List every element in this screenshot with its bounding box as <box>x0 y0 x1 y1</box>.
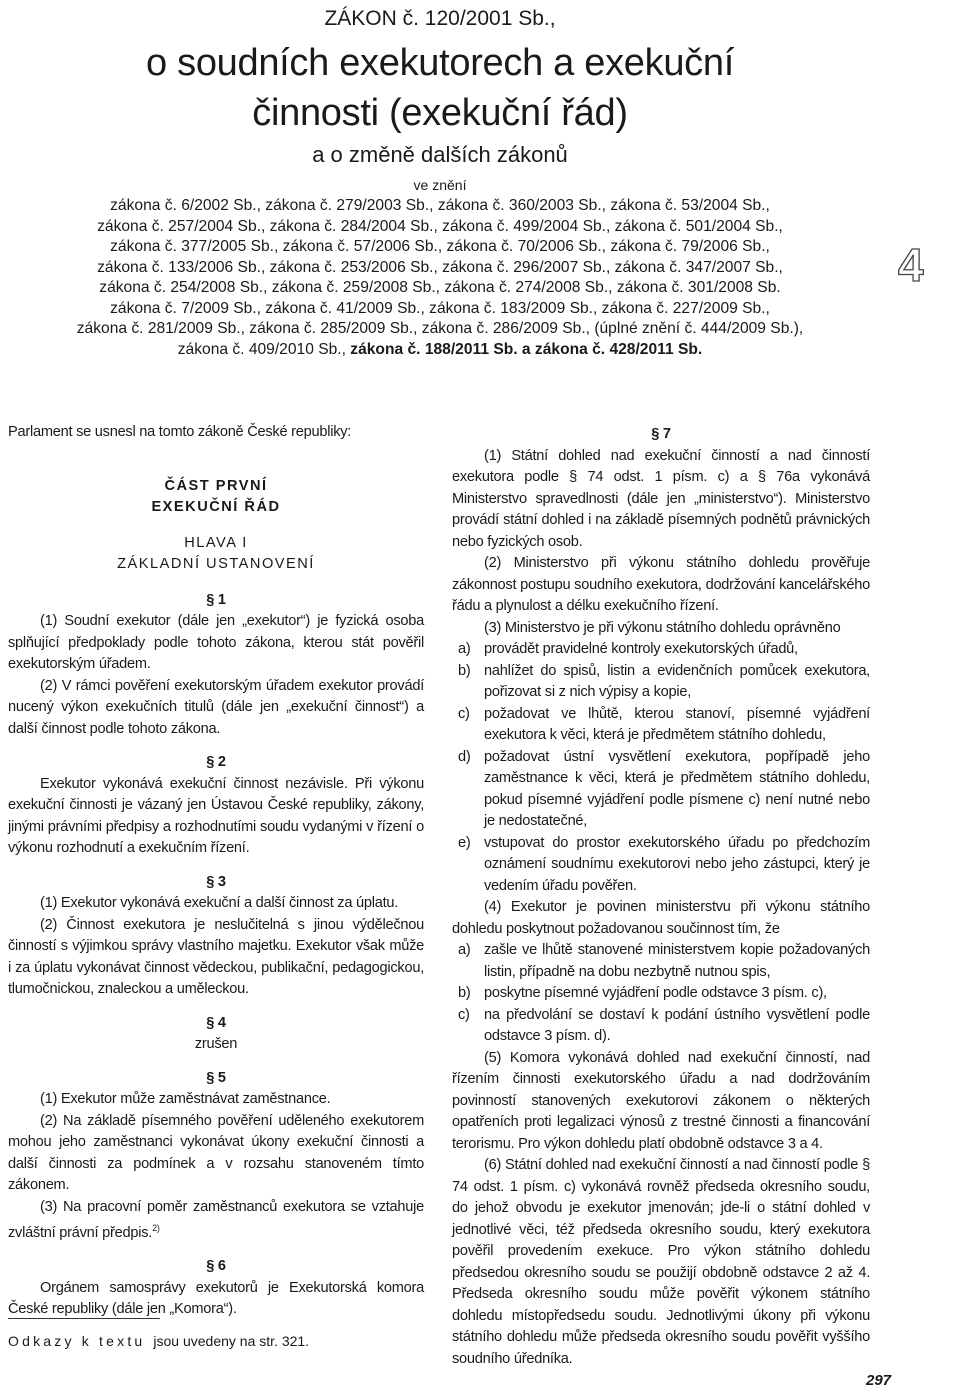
list-item-text: vstupovat do prostor exekutorského úřadu po předchozím oznámení soudnímu exekutorovi nebo jeho zástupci, který je vedením úřadu pověřen. <box>484 834 870 894</box>
amendments-line: zákona č. 7/2009 Sb., zákona č. 41/2009 Sb., zákona č. 183/2009 Sb., zákona č. 227/2009 Sb., <box>110 299 770 317</box>
head-title: ZÁKLADNÍ USTANOVENÍ <box>117 556 315 572</box>
right-column <box>452 424 870 1370</box>
as-amended-label: ve znění <box>413 177 467 193</box>
list-item <box>452 639 870 661</box>
list-item <box>452 940 870 983</box>
part-title: EXEKUČNÍ ŘÁD <box>151 499 281 515</box>
section-7-paragraph-2: (2) Ministerstvo při výkonu státního dohledu prověřuje zákonnost postupu soudního exekutora, dodržování kancelářského řádu a plynulost a délku exekučního řízení. <box>452 555 870 614</box>
section-7-paragraph-3: (3) Ministerstvo je při výkonu státního dohledu oprávněno <box>484 619 841 636</box>
enacting-clause: Parlament se usnesl na tomto zákoně České republiky: <box>8 424 352 440</box>
list-item <box>452 661 870 704</box>
section-6-heading: § 6 <box>206 1258 226 1275</box>
act-title-line-1: o soudních exekutorech a exekuční <box>146 42 734 84</box>
document-header <box>0 0 880 360</box>
section-1-paragraph-1: (1) Soudní exekutor (dále jen „exekutor“) je fyzická osoba splňující předpoklady podle tohoto zákona, kterou stát pověřil exekutorským úřadem. <box>8 613 424 672</box>
list-item-label: b) <box>458 662 471 679</box>
amendments-line <box>50 340 830 361</box>
footnote-label: Odkazy k textu <box>8 1333 146 1349</box>
amendments-line: zákona č. 133/2006 Sb., zákona č. 253/2006 Sb., zákona č. 296/2007 Sb., zákona č. 347/2007 Sb., <box>97 258 783 276</box>
list-item <box>452 1005 870 1048</box>
section-7-paragraph-6: (6) Státní dohled nad exekuční činností a nad činností podle § 74 odst. 1 písm. c) vykonává rovněž předseda okresního soudu, do jehož obvodu je exekutor jmenován; jde-li o státní dohled v jednotlivé věci, též předseda okresního soudu, který exekutora pověřil provedením exekuce. Pro výkon státního dohledu předsedou okresního soudu se použijí obdobně odstavce 2 až 4. Předseda okresního soudu může pověřit výkonem státního dohledu místopředsedu soudu. Jednotlivými úkony při výkonu státního dohledu může předseda okresního soudu pověřit vyššího soudního úředníka. <box>452 1157 870 1367</box>
act-title <box>0 38 880 138</box>
list-item-label: e) <box>458 834 471 851</box>
list-item-text: na předvolání se dostaví k podání ústního vysvětlení podle odstavce 3 písm. d). <box>484 1006 870 1044</box>
head-label: HLAVA I <box>184 534 248 551</box>
section-3-paragraph-2: (2) Činnost exekutora je neslučitelná s jinou výdělečnou činností s výjimkou správy vlastního majetku. Exekutor však může i za úplatu vykonávat činnost vědeckou, publikační, pedagogickou, tlumočnickou, znaleckou a uměleckou. <box>8 916 424 997</box>
section-3-heading: § 3 <box>206 873 226 890</box>
list-item <box>452 747 870 833</box>
footnote-reference[interactable]: 2) <box>152 1223 160 1233</box>
list-item <box>452 833 870 898</box>
section-3-paragraph-1: (1) Exekutor vykonává exekuční a další činnost za úplatu. <box>40 895 399 911</box>
amendments-list <box>0 196 880 360</box>
section-5-paragraph-1: (1) Exekutor může zaměstnávat zaměstnance. <box>40 1091 331 1107</box>
list-item-label: a) <box>458 641 471 657</box>
footnote <box>8 1333 309 1349</box>
section-7-paragraph-5: (5) Komora vykonává dohled nad exekuční činností, nad řízením činnosti exekutorského úřadu a nad dodržováním povinností stanovených exekutorovi zákonem o některých opatřeních proti legalizaci výnosů z trestné činnosti a financování terorismu. Pro výkon dohledu platí obdobně odstavce 3 a 4. <box>452 1049 870 1152</box>
section-7-paragraph-1: (1) Státní dohled nad exekuční činností a nad činností exekutora podle § 74 odst. 1 písm. c) a § 76a vykonává Ministerstvo spravedlnosti (dále jen „ministerstvo“). Ministerstvo provádí státní dohled i na základě písemných podnětů právnických nebo fyzických osob. <box>452 447 870 550</box>
list-item-label: c) <box>458 705 470 722</box>
amendments-line: zákona č. 377/2005 Sb., zákona č. 57/2006 Sb., zákona č. 70/2006 Sb., zákona č. 79/2006 Sb., <box>110 238 770 255</box>
act-number: ZÁKON č. 120/2001 Sb., <box>324 7 556 30</box>
act-subtitle: a o změně dalších zákonů <box>312 142 568 167</box>
section-5-paragraph-2: (2) Na základě písemného pověření uděleného exekutorem mohou jeho zaměstnanci vykonávat úkony exekuční činnosti a další činnosti za podmínek a v rozsahu stanoveném tímto zákonem. <box>8 1112 424 1193</box>
list-item <box>452 704 870 747</box>
section-2-heading: § 2 <box>206 754 226 770</box>
section-1-heading: § 1 <box>206 591 226 608</box>
amendments-line: zákona č. 254/2008 Sb., zákona č. 259/2008 Sb., zákona č. 274/2008 Sb., zákona č. 301/2008 Sb. <box>99 279 781 296</box>
list-item-text: požadovat ústní vysvětlení exekutora, popřípadě jeho zaměstnance k věci, která je předmětem státního dohledu, pokud písemné vyjádření podle písmene c) není nutné nebo je nedostatečné, <box>484 748 870 829</box>
section-7-paragraph-4: (4) Exekutor je povinen ministerstvu při výkonu státního dohledu poskytnout požadovanou součinnost tím, že <box>452 899 870 937</box>
footnote-divider <box>8 1318 160 1319</box>
section-2-paragraph: Exekutor vykonává exekuční činnost nezávisle. Při výkonu exekuční činnosti je vázaný jen Ústavou České republiky, zákony, jinými právními předpisy a rozhodnutími soudu vydanými v řízení o výkonu rozhodnutí a exekučním řízení. <box>8 775 424 856</box>
section-5-heading: § 5 <box>206 1069 226 1086</box>
act-title-line-2: činnosti (exekuční řád) <box>252 92 628 134</box>
section-5-paragraph-3-text: (3) Na pracovní poměr zaměstnanců exekutora se vztahuje zvláštní právní předpis. <box>8 1198 424 1241</box>
section-1-paragraph-2: (2) V rámci pověření exekutorským úřadem exekutor provádí nucený výkon exekučních titulů (dále jen „exekuční činnost“) a další činnost podle tohoto zákona. <box>8 677 424 737</box>
part-label: ČÁST PRVNÍ <box>164 477 268 494</box>
list-item-label: c) <box>458 1006 470 1023</box>
list-item-text: požadovat ve lhůtě, kterou stanoví, písemné vyjádření exekutora k věci, která je předmětem státního dohledu, <box>484 705 870 743</box>
list-item-label: b) <box>458 985 471 1001</box>
list-item-label: d) <box>458 748 471 765</box>
left-column <box>8 422 424 1321</box>
footnote-text: jsou uvedeny na str. 321. <box>153 1333 310 1349</box>
amendments-line: zákona č. 257/2004 Sb., zákona č. 284/2004 Sb., zákona č. 499/2004 Sb., zákona č. 501/2004 Sb., <box>97 217 783 235</box>
list-item-text: zašle ve lhůtě stanovené ministerstvem kopie požadovaných listin, případně na dobu nezbytně nutnou spis, <box>484 942 870 980</box>
list-item-text: provádět pravidelné kontroly exekutorských úřadů, <box>484 641 798 657</box>
section-7-heading: § 7 <box>651 426 671 442</box>
section-4-heading: § 4 <box>206 1014 226 1031</box>
section-5-paragraph-3 <box>8 1197 424 1245</box>
section-4-text: zrušen <box>194 1036 238 1052</box>
amendments-last-plain: zákona č. 409/2010 Sb., <box>177 340 351 358</box>
list-item <box>452 983 870 1005</box>
chapter-tab-number: 4 <box>898 239 924 291</box>
section-6-paragraph: Orgánem samosprávy exekutorů je Exekutorská komora České republiky (dále jen „Komora“). <box>8 1279 424 1318</box>
list-item-text: nahlížet do spisů, listin a evidenčních pomůcek exekutora, pořizovat si z nich výpisy a kopie, <box>484 662 870 700</box>
amendments-last-bold: zákona č. 188/2011 Sb. a zákona č. 428/2011 Sb. <box>350 340 703 358</box>
page-number: 297 <box>866 1372 892 1389</box>
amendments-line: zákona č. 6/2002 Sb., zákona č. 279/2003 Sb., zákona č. 360/2003 Sb., zákona č. 53/2004 Sb., <box>110 197 770 214</box>
list-item-label: a) <box>458 942 471 958</box>
list-item-text: poskytne písemné vyjádření podle odstavce 3 písm. c), <box>484 985 827 1001</box>
amendments-line: zákona č. 281/2009 Sb., zákona č. 285/2009 Sb., zákona č. 286/2009 Sb., (úplné znění č. 444/2009 Sb.), <box>76 320 804 337</box>
